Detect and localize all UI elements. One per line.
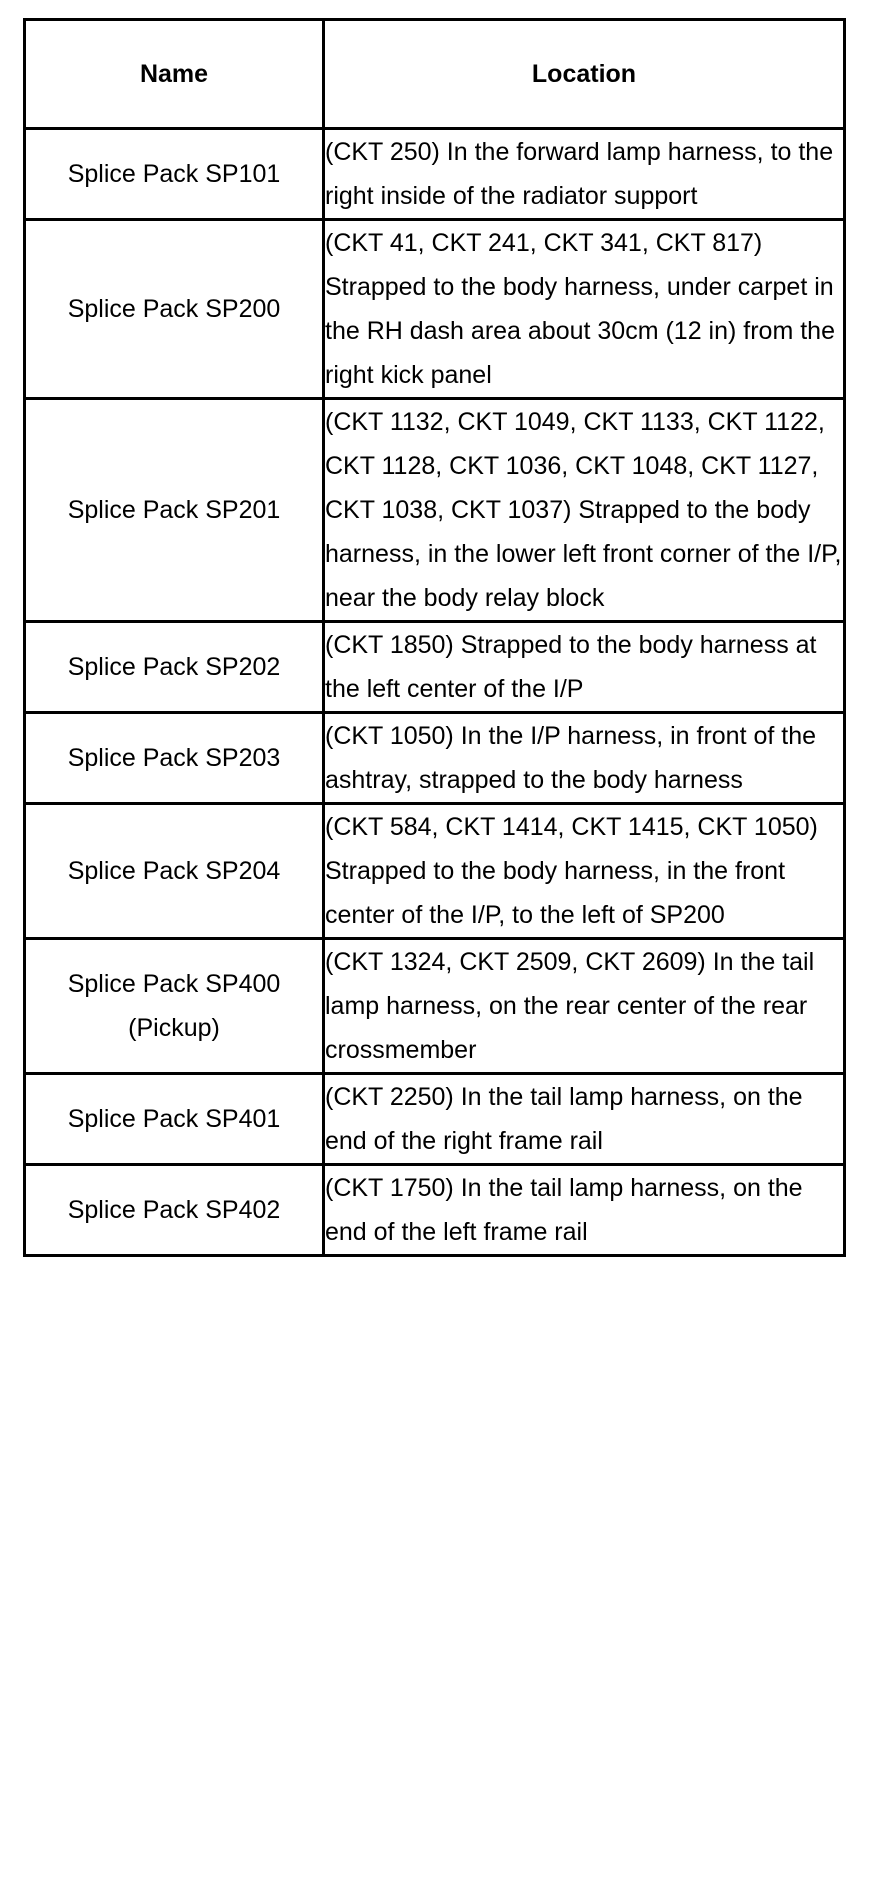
table-row [25, 713, 845, 804]
location-cell: (CKT 1850) Strapped to the body harness at the left center of the I/P [324, 622, 845, 713]
location-cell: (CKT 1750) In the tail lamp harness, on the end of the left frame rail [324, 1165, 845, 1256]
name-line: Splice Pack SP402 [67, 1196, 281, 1224]
name-line: Splice Pack SP203 [67, 744, 281, 772]
name-subline: (Pickup) [128, 1014, 220, 1042]
name-line: Splice Pack SP202 [67, 653, 281, 681]
location-cell: (CKT 1132, CKT 1049, CKT 1133, CKT 1122, CKT 1128, CKT 1036, CKT 1048, CKT 1127, CKT 1038, CKT 1037) Strapped to the body harness, in the lower left front corner of the I/P, near the body relay block [324, 399, 845, 622]
name-cell [25, 804, 324, 939]
table-row [25, 804, 845, 939]
location-cell: (CKT 584, CKT 1414, CKT 1415, CKT 1050) Strapped to the body harness, in the front center of the I/P, to the left of SP200 [324, 804, 845, 939]
name-line: Splice Pack SP101 [67, 160, 281, 188]
name-cell [25, 1074, 324, 1165]
name-cell [25, 939, 324, 1074]
name-cell [25, 622, 324, 713]
header-row [25, 20, 845, 129]
table-row [25, 622, 845, 713]
table-row [25, 129, 845, 220]
name-column-header: Name [25, 20, 324, 129]
name-cell [25, 399, 324, 622]
table-row [25, 939, 845, 1074]
name-line: Splice Pack SP401 [67, 1105, 281, 1133]
location-column-header: Location [324, 20, 845, 129]
name-line: Splice Pack SP201 [67, 496, 281, 524]
splice-pack-table [23, 18, 846, 1257]
table-row [25, 399, 845, 622]
name-line: Splice Pack SP200 [67, 295, 281, 323]
name-cell [25, 129, 324, 220]
table-row [25, 1165, 845, 1256]
table-row [25, 220, 845, 399]
name-cell [25, 713, 324, 804]
location-cell: (CKT 1050) In the I/P harness, in front of the ashtray, strapped to the body harness [324, 713, 845, 804]
name-cell [25, 1165, 324, 1256]
location-cell: (CKT 2250) In the tail lamp harness, on the end of the right frame rail [324, 1074, 845, 1165]
name-cell [25, 220, 324, 399]
name-line: Splice Pack SP400 [67, 970, 281, 998]
location-cell: (CKT 1324, CKT 2509, CKT 2609) In the tail lamp harness, on the rear center of the rear crossmember [324, 939, 845, 1074]
location-cell: (CKT 41, CKT 241, CKT 341, CKT 817) Strapped to the body harness, under carpet in the RH dash area about 30cm (12 in) from the right kick panel [324, 220, 845, 399]
name-line: Splice Pack SP204 [67, 857, 281, 885]
location-cell: (CKT 250) In the forward lamp harness, to the right inside of the radiator support [324, 129, 845, 220]
table-row [25, 1074, 845, 1165]
